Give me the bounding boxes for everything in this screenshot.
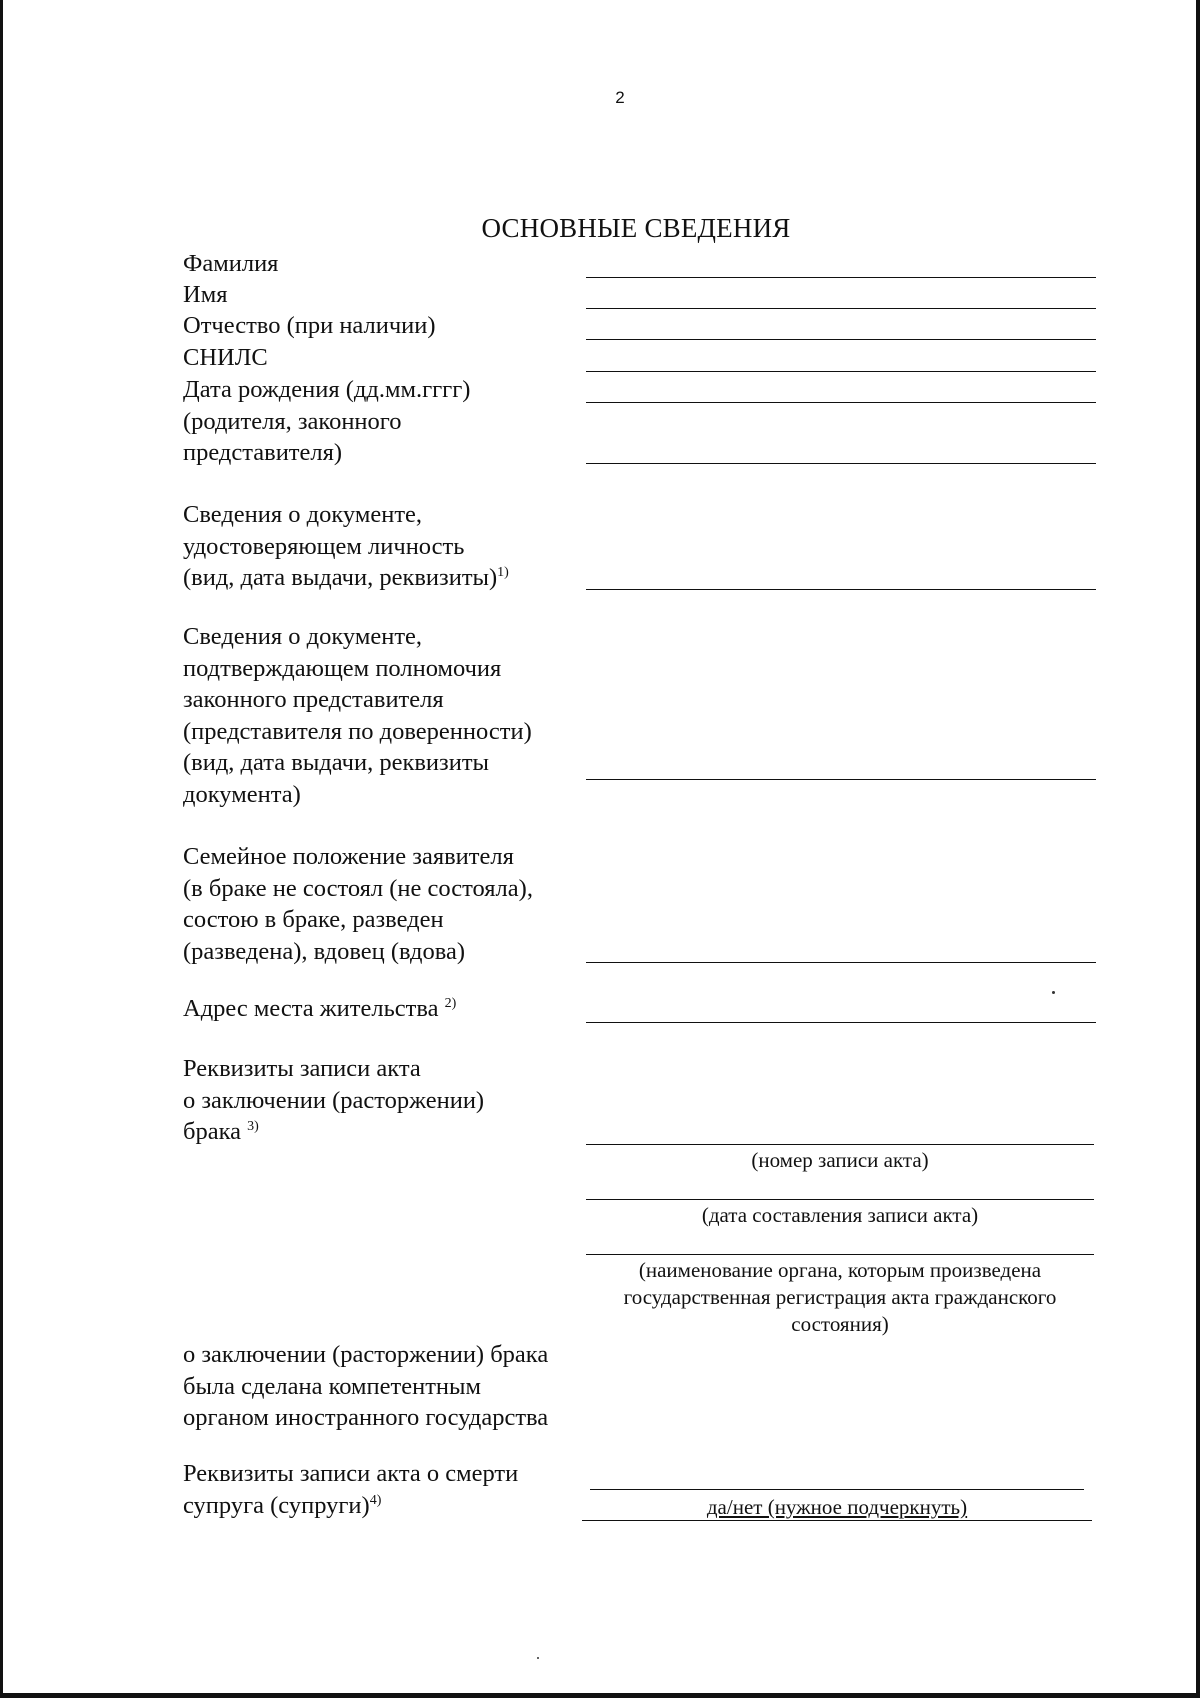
record-number-caption: (номер записи акта) bbox=[751, 1148, 929, 1172]
yes-no-caption[interactable]: да/нет (нужное подчеркнуть) bbox=[706, 1495, 968, 1519]
death-record-field-line[interactable] bbox=[590, 1489, 1084, 1490]
label-authority-document bbox=[183, 621, 532, 810]
label-birthdate-line-1: Дата рождения (дд.мм.гггг) bbox=[183, 376, 471, 403]
label-identity-document-line-1: Сведения о документе, bbox=[183, 501, 423, 528]
label-death-record-line-2 bbox=[183, 1490, 518, 1522]
registration-body-caption-line-3: состояния) bbox=[791, 1312, 889, 1336]
scan-speck bbox=[1052, 991, 1055, 994]
page-bottom-border bbox=[0, 1693, 1200, 1698]
label-authority-document-line-3: законного представителя bbox=[183, 686, 444, 713]
label-authority-document-line-6: документа) bbox=[183, 780, 301, 808]
death-record-text: супруга (супруги) bbox=[183, 1491, 370, 1519]
label-authority-document-line-4: (представителя по доверенности) bbox=[183, 717, 532, 745]
footnote-1-marker: 1) bbox=[497, 564, 509, 580]
label-authority-document-line-5: (вид, дата выдачи, реквизиты bbox=[183, 749, 489, 776]
label-marital-status-line-1: Семейное положение заявителя bbox=[183, 843, 514, 870]
authority-document-field-line[interactable] bbox=[586, 779, 1096, 780]
label-marital-status bbox=[183, 841, 533, 967]
yes-no-field-line[interactable] bbox=[582, 1520, 1092, 1521]
record-date-caption: (дата составления записи акта) bbox=[701, 1203, 979, 1227]
address-field-line[interactable] bbox=[586, 1022, 1096, 1023]
snils-field-line[interactable] bbox=[586, 371, 1096, 372]
footnote-2-marker: 2) bbox=[444, 995, 457, 1011]
marital-status-field-line[interactable] bbox=[586, 962, 1096, 963]
label-marriage-record-line-2: о заключении (расторжении) bbox=[183, 1086, 485, 1114]
identity-document-field-line[interactable] bbox=[586, 589, 1096, 590]
label-foreign-marriage-line-1: о заключении (расторжении) брака bbox=[183, 1341, 549, 1368]
label-address bbox=[183, 993, 456, 1025]
registration-body-caption bbox=[586, 1257, 1094, 1338]
footnote-3-marker: 3) bbox=[247, 1118, 259, 1134]
label-snils: СНИЛС bbox=[183, 344, 268, 371]
record-date-field-line[interactable] bbox=[586, 1199, 1094, 1200]
identity-document-text: (вид, дата выдачи, реквизиты) bbox=[183, 564, 498, 591]
scan-speck-bottom bbox=[537, 1657, 539, 1659]
page-left-border bbox=[0, 0, 3, 1698]
label-identity-document-line-2: удостоверяющем личность bbox=[183, 532, 465, 560]
label-marital-status-line-4: (разведена), вдовец (вдова) bbox=[183, 937, 465, 965]
label-marital-status-line-3: состою в браке, разведен bbox=[183, 906, 444, 933]
label-marriage-record bbox=[183, 1053, 484, 1148]
page-number: 2 bbox=[615, 88, 625, 107]
registration-body-field-line[interactable] bbox=[586, 1254, 1094, 1255]
patronymic-field-line[interactable] bbox=[586, 339, 1096, 340]
section-title: ОСНОВНЫЕ СВЕДЕНИЯ bbox=[481, 213, 791, 243]
page-right-border bbox=[1196, 0, 1200, 1698]
label-birthdate-line-2: (родителя, законного bbox=[183, 407, 402, 435]
label-death-record-line-1: Реквизиты записи акта о смерти bbox=[183, 1460, 519, 1487]
label-patronymic: Отчество (при наличии) bbox=[183, 312, 436, 339]
label-surname: Фамилия bbox=[183, 250, 279, 277]
label-marriage-record-line-1: Реквизиты записи акта bbox=[183, 1055, 421, 1082]
address-text: Адрес места жительства bbox=[183, 995, 439, 1022]
label-identity-document bbox=[183, 499, 509, 594]
label-death-record bbox=[183, 1458, 518, 1521]
label-birthdate-line-3: представителя) bbox=[183, 439, 343, 466]
footnote-4-marker: 4) bbox=[369, 1492, 382, 1508]
label-foreign-marriage-line-2: была сделана компетентным bbox=[183, 1372, 481, 1400]
label-name: Имя bbox=[183, 281, 228, 308]
record-number-field-line[interactable] bbox=[586, 1144, 1094, 1145]
label-marriage-record-line-3 bbox=[183, 1116, 484, 1148]
label-marital-status-line-2: (в браке не состоял (не состояла), bbox=[183, 874, 533, 902]
marriage-record-text: брака bbox=[183, 1118, 241, 1145]
registration-body-caption-line-2: государственная регистрация акта гражданского bbox=[623, 1285, 1057, 1309]
label-birthdate bbox=[183, 374, 470, 469]
surname-field-line[interactable] bbox=[586, 277, 1096, 278]
label-foreign-marriage bbox=[183, 1339, 548, 1434]
label-authority-document-line-1: Сведения о документе, bbox=[183, 623, 423, 650]
label-authority-document-line-2: подтверждающем полномочия bbox=[183, 654, 502, 682]
label-identity-document-line-3 bbox=[183, 562, 509, 594]
representative-birthdate-field-line[interactable] bbox=[586, 463, 1096, 464]
label-foreign-marriage-line-3: органом иностранного государства bbox=[183, 1404, 549, 1431]
name-field-line[interactable] bbox=[586, 308, 1096, 309]
registration-body-caption-line-1: (наименование органа, которым произведена bbox=[638, 1258, 1042, 1282]
birthdate-field-line[interactable] bbox=[586, 402, 1096, 403]
